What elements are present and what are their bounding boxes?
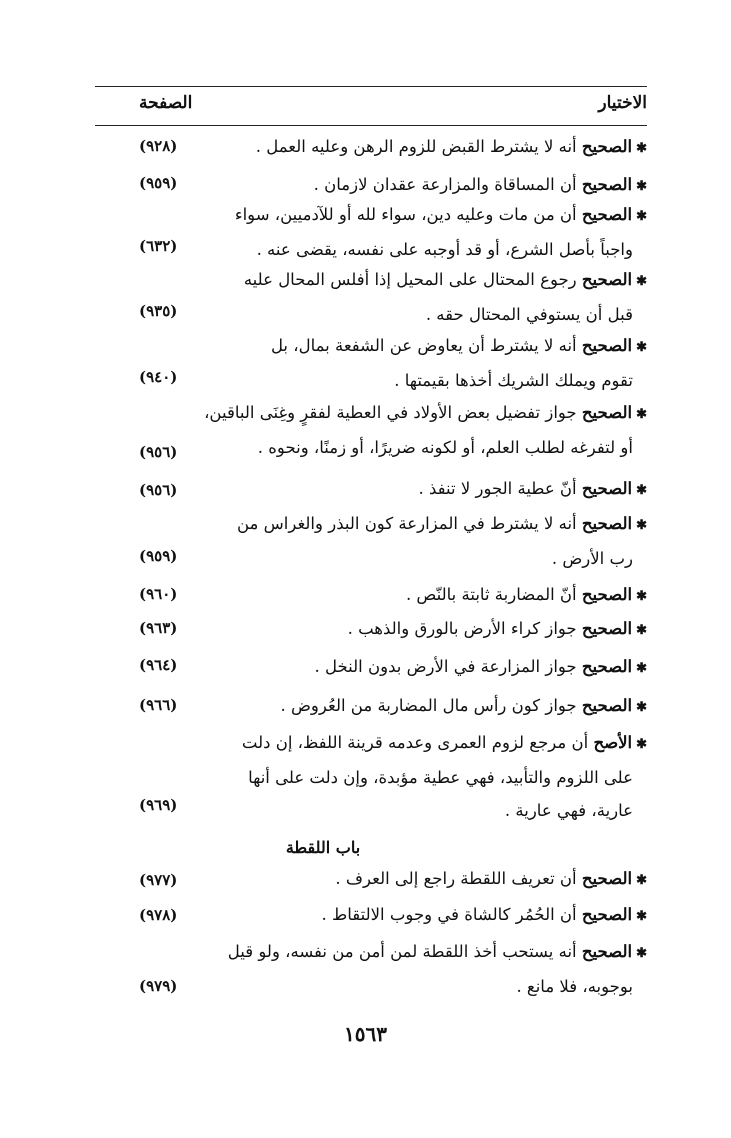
entry-keyword: الصحيح bbox=[581, 905, 633, 924]
entry-line bbox=[242, 329, 647, 364]
entry-text bbox=[242, 472, 647, 507]
entry-line bbox=[242, 298, 647, 331]
entry-line-text: رب الأرض . bbox=[551, 549, 633, 568]
entry-page-ref: (٩٥٩) bbox=[139, 174, 178, 192]
entry-page-ref: (٩٢٨) bbox=[139, 137, 178, 155]
entry-line bbox=[227, 935, 647, 970]
entry-line bbox=[242, 794, 647, 827]
entry-line bbox=[234, 198, 647, 233]
entry-line-text: أن الحُمُر كالشاة في وجوب الالتقاط . bbox=[321, 905, 577, 924]
entry-line-text: رجوع المحتال على المحيل إذا أفلس المحال عليه bbox=[243, 270, 577, 289]
entry-line-text: أنه لا يشترط القبض للزوم الرهن وعليه العمل . bbox=[255, 137, 577, 156]
entry-page-ref: (٩٦٦) bbox=[139, 696, 178, 714]
section-heading-text: باب اللقطة bbox=[285, 838, 361, 857]
entry-keyword: الصحيح bbox=[581, 869, 633, 888]
asterisk-bullet-icon: ✱ bbox=[636, 873, 647, 888]
asterisk-bullet-icon: ✱ bbox=[636, 737, 647, 752]
entry-keyword: الأصح bbox=[593, 733, 633, 752]
entry-line-text: أنه لا يشترط في المزارعة كون البذر والغراس من bbox=[236, 514, 577, 533]
entry-line bbox=[242, 542, 647, 575]
entry-page-ref: (٦٣٢) bbox=[139, 237, 178, 255]
asterisk-bullet-icon: ✱ bbox=[636, 407, 647, 422]
entry-keyword: الصحيح bbox=[581, 479, 633, 498]
entry-line bbox=[242, 612, 647, 647]
entry-keyword: الصحيح bbox=[581, 175, 633, 194]
entry-line bbox=[242, 761, 647, 794]
page-number: ١٥٦٣ bbox=[344, 1022, 387, 1046]
entry-line-text: على اللزوم والتأبيد، فهي عطية مؤبدة، وإن دلت على أنها bbox=[248, 768, 633, 787]
asterisk-bullet-icon: ✱ bbox=[636, 700, 647, 715]
entry-line-text: أن المساقاة والمزارعة عقدان لازمان . bbox=[313, 175, 577, 194]
entry-text bbox=[234, 198, 647, 266]
entry-keyword: الصحيح bbox=[581, 403, 633, 422]
entry-page-ref: (٩٣٥) bbox=[139, 302, 178, 320]
entry-text bbox=[242, 862, 647, 897]
entry-line bbox=[242, 689, 647, 724]
entry-text bbox=[242, 263, 647, 331]
entry-keyword: الصحيح bbox=[581, 514, 633, 533]
entry-line-text: عارية، فهي عارية . bbox=[504, 801, 633, 820]
entry-line-text: قبل أن يستوفي المحتال حقه . bbox=[425, 305, 633, 324]
entry-line-text: جواز تفضيل بعض الأولاد في العطية لفقرٍ وغِنَى الباقين، bbox=[204, 403, 577, 422]
entry-line bbox=[242, 726, 647, 761]
table-header bbox=[95, 87, 647, 126]
entry-line-text: جواز كراء الأرض بالورق والذهب . bbox=[347, 619, 577, 638]
entry-keyword: الصحيح bbox=[581, 942, 633, 961]
entry-page-ref: (٩٤٠) bbox=[139, 368, 178, 386]
entry-text bbox=[242, 578, 647, 613]
asterisk-bullet-icon: ✱ bbox=[636, 340, 647, 355]
entry-line-text: جواز المزارعة في الأرض بدون النخل . bbox=[314, 657, 577, 676]
entry-text bbox=[236, 507, 647, 575]
entry-line bbox=[242, 233, 647, 266]
asterisk-bullet-icon: ✱ bbox=[636, 274, 647, 289]
entry-line bbox=[242, 578, 647, 613]
entry-page-ref: (٩٥٩) bbox=[139, 547, 178, 565]
entry-text bbox=[242, 650, 647, 685]
entry-line-text: بوجوبه، فلا مانع . bbox=[516, 977, 633, 996]
entry-line bbox=[242, 431, 647, 464]
choice-column-header: الاختيار bbox=[598, 93, 647, 113]
asterisk-bullet-icon: ✱ bbox=[636, 141, 647, 156]
entry-line-text: أن مرجع لزوم العمرى وعدمه قرينة اللفظ، إن دلت bbox=[241, 733, 589, 752]
entry-text bbox=[242, 130, 647, 165]
entry-line bbox=[242, 970, 647, 1003]
entry-page-ref: (٩٦٠) bbox=[139, 585, 178, 603]
entry-text bbox=[242, 612, 647, 647]
entry-line bbox=[242, 862, 647, 897]
entry-page-ref: (٩٦٣) bbox=[139, 619, 178, 637]
entry-line-text: أنّ المضاربة ثابتة بالنّص . bbox=[405, 585, 577, 604]
entry-text bbox=[242, 329, 647, 397]
asterisk-bullet-icon: ✱ bbox=[636, 661, 647, 676]
entry-text bbox=[227, 935, 647, 1003]
entry-line bbox=[242, 898, 647, 933]
entry-line-text: جواز كون رأس مال المضاربة من العُروض . bbox=[280, 696, 577, 715]
asterisk-bullet-icon: ✱ bbox=[636, 946, 647, 961]
entry-text bbox=[242, 689, 647, 724]
entry-line-text: تقوم ويملك الشريك أخذها بقيمتها . bbox=[394, 371, 633, 390]
entry-line bbox=[242, 263, 647, 298]
entry-page-ref: (٩٧٩) bbox=[139, 977, 178, 995]
asterisk-bullet-icon: ✱ bbox=[636, 518, 647, 533]
entry-page-ref: (٩٧٧) bbox=[139, 871, 178, 889]
entry-line bbox=[236, 507, 647, 542]
entry-text bbox=[204, 396, 647, 464]
entry-page-ref: (٩٧٨) bbox=[139, 906, 178, 924]
entry-line bbox=[242, 364, 647, 397]
entry-page-ref: (٩٥٦) bbox=[139, 443, 178, 461]
entry-page-ref: (٩٦٩) bbox=[139, 796, 178, 814]
entry-line bbox=[242, 472, 647, 507]
entry-line bbox=[242, 130, 647, 165]
entry-line bbox=[204, 396, 647, 431]
entry-line-text: أنه يستحب أخذ اللقطة لمن أمن من نفسه، ولو قيل bbox=[227, 942, 577, 961]
page-column-header: الصفحة bbox=[139, 93, 193, 113]
asterisk-bullet-icon: ✱ bbox=[636, 179, 647, 194]
asterisk-bullet-icon: ✱ bbox=[636, 909, 647, 924]
entry-line-text: أن تعريف اللقطة راجع إلى العرف . bbox=[335, 869, 577, 888]
asterisk-bullet-icon: ✱ bbox=[636, 589, 647, 604]
entry-keyword: الصحيح bbox=[581, 696, 633, 715]
entry-keyword: الصحيح bbox=[581, 585, 633, 604]
entry-keyword: الصحيح bbox=[581, 270, 633, 289]
entry-line-text: واجباً بأصل الشرع، أو قد أوجبه على نفسه، يقضى عنه . bbox=[256, 240, 633, 259]
index-page bbox=[95, 86, 647, 126]
entry-page-ref: (٩٥٦) bbox=[139, 481, 178, 499]
entry-text bbox=[242, 898, 647, 933]
section-heading bbox=[95, 838, 647, 857]
asterisk-bullet-icon: ✱ bbox=[636, 209, 647, 224]
entry-page-ref: (٩٦٤) bbox=[139, 656, 178, 674]
entry-keyword: الصحيح bbox=[581, 137, 633, 156]
asterisk-bullet-icon: ✱ bbox=[636, 623, 647, 638]
entry-line-text: أنّ عطية الجور لا تنفذ . bbox=[418, 479, 577, 498]
entry-line bbox=[242, 650, 647, 685]
entry-line-text: أن من مات وعليه دين، سواء لله أو للآدميين، سواء bbox=[234, 205, 577, 224]
asterisk-bullet-icon: ✱ bbox=[636, 483, 647, 498]
entry-keyword: الصحيح bbox=[581, 657, 633, 676]
entry-keyword: الصحيح bbox=[581, 336, 633, 355]
entry-line-text: أنه لا يشترط أن يعاوض عن الشفعة بمال، بل bbox=[270, 336, 577, 355]
entry-line-text: أو لتفرغه لطلب العلم، أو لكونه ضريرًا، أو زمنًا، ونحوه . bbox=[257, 438, 633, 457]
entry-keyword: الصحيح bbox=[581, 619, 633, 638]
entry-keyword: الصحيح bbox=[581, 205, 633, 224]
entry-text bbox=[242, 726, 647, 827]
